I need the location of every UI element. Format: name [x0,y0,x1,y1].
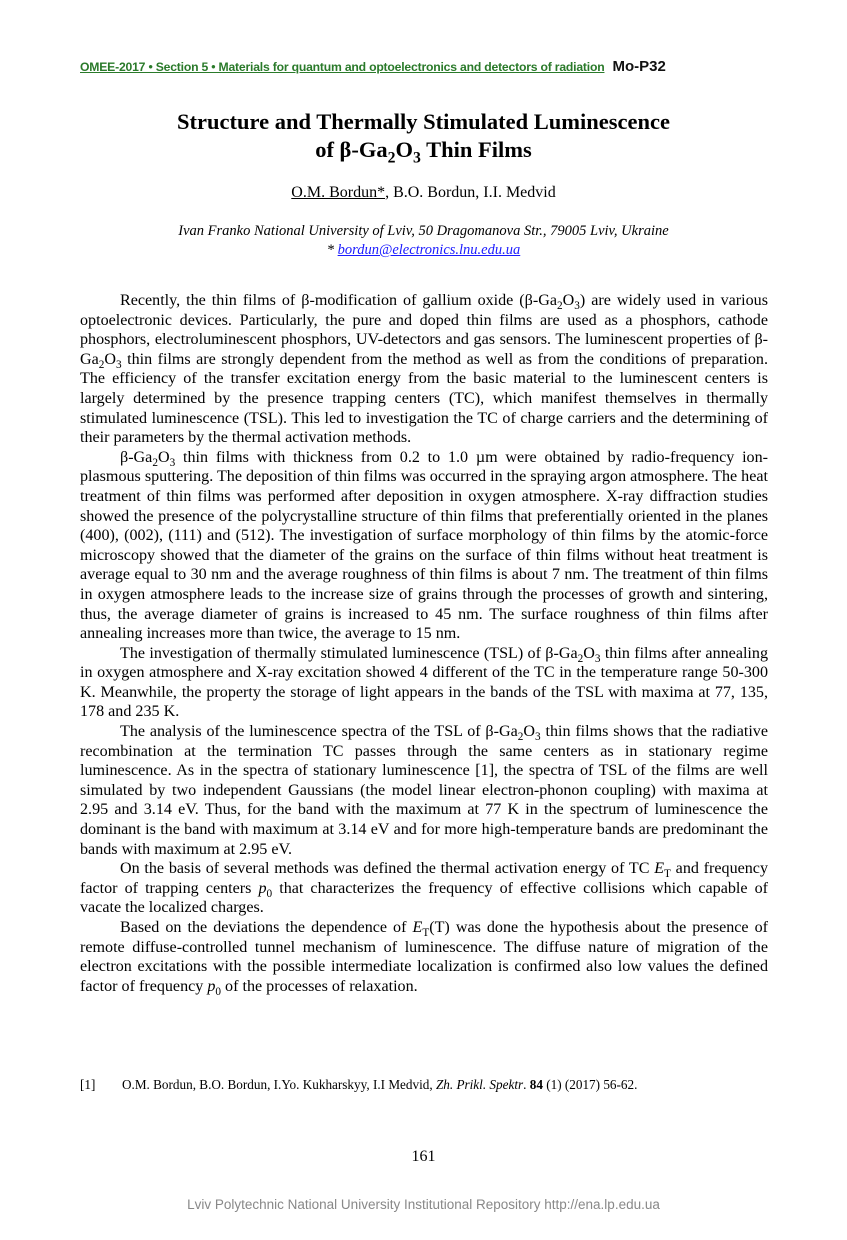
paragraph [80,448,768,644]
italic-text: p [207,977,216,995]
text-run: Recently, the thin films of β-modification of gallium oxide (β-Ga [120,292,557,309]
text-run: The investigation of thermally stimulated luminescence (TSL) of β-Ga [120,644,578,662]
text-run: Thin Films [420,137,532,162]
subscript: 2 [577,652,584,665]
text-run: (T) was done the hypothesis about the presence of remote diffuse-controlled tunnel mechanism of luminescence. The diffuse nature of migration of the electron excitations with the possible intermediate localization is confirmed also low values the defined factor of frequency [80,919,768,995]
email-prefix: * [326,242,338,258]
author-list [0,184,847,202]
paper-title [0,108,847,167]
subscript: 3 [413,149,421,167]
running-header [80,58,796,76]
text-run: ) are widely used in various optoelectronic devices. Particularly, the pure and doped thin films are used as a phosphors, cathode phosphors, electroluminescent phosphors, UV-detectors and gas sensors. The luminescent properties of β-Ga [80,292,768,368]
text-run: On the basis of several methods was defined the thermal activation energy of TC [120,860,655,878]
subscript: 0 [215,986,222,998]
subscript: 2 [98,359,105,371]
text-run: O [395,137,414,162]
subscript: 2 [387,149,396,167]
text-run: O [104,350,117,368]
subscript: 3 [116,359,122,371]
subscript: 2 [517,731,524,744]
text-run: of the processes of relaxation. [221,977,418,995]
text-run: thin films after annealing in oxygen atmosphere and X-ray excitation showed 4 different of the TC in the temperature range 50-300 K. Meanwhile, the property the storage of light appears in the bands of the TSL with maxima at 77, 135, 178 and 235 K. [80,644,768,721]
page-number: 161 [411,1148,436,1165]
paragraph [80,644,768,722]
reference-item [80,1077,780,1093]
text-run: β-Ga [120,448,153,466]
subscript: T [664,868,671,881]
text-run: thin films with thickness from 0.2 to 1.0 µm were obtained by radio-frequency ion-plasmous sputtering. The deposition of thin films was occurred in the spraying argon atmosphere. The heat treatment of thin films was performed after deposition in oxygen atmosphere. X-ray diffraction studies showed the presence of the polycrystalline structure of thin films that preferentially oriented in the planes (400), (002), (111) and (512). The investigation of surface morphology of thin films by the atomic-force microscopy showed that the diameter of the grains on the surface of thin films without heat treatment is average equal to 30 nm and the average roughness of thin films is about 7 nm. The treatment of thin films in oxygen atmosphere leads to the increase size of grains through the processes of growth and sintering, thus, the average diameter of grains is increased to 45 nm. The surface roughness of thin films after annealing increases more than twice, the average to 15 nm. [80,448,768,643]
title-line-1: Structure and Thermally Stimulated Luminescence [177,109,670,134]
subscript: 2 [556,300,563,313]
conference-line: OMEE-2017 • Section 5 • Materials for quantum and optoelectronics and detectors of radiation [80,60,605,74]
text-run: thin films are strongly dependent from the method as well as from the conditions of preparation. The efficiency of the transfer excitation energy from the basic material to the luminescent centers is largely determined by the presence trapping centers (TC), which manifest themselves in thermally stimulated luminescence (TSL). This led to investigation the TC of charge carriers and the determining of their parameters by the thermal activation methods. [80,350,768,447]
text-run: The analysis of the luminescence spectra of the TSL of β-Ga [120,723,518,741]
italic-text: E [654,860,665,878]
subscript: 2 [152,456,158,469]
text-run: . [523,1077,530,1092]
abstract-body [80,291,768,996]
text-run: O [583,644,595,662]
italic-text: E [412,919,423,936]
paragraph [80,722,768,859]
subscript: 3 [535,731,541,744]
paragraph [80,918,768,996]
text-run: O [523,723,536,741]
text-run: and frequency factor of trapping centers [80,860,769,897]
corresponding-author: O.M. Bordun* [291,184,386,201]
title-line-2 [0,136,847,167]
email-link[interactable]: bordun@electronics.lnu.edu.ua [337,242,521,258]
subscript: T [422,927,430,940]
subscript: 0 [266,888,273,901]
text-run: thin films shows that the radiative recombination at the termination TC passes through the same centers as in stationary regime luminescence. As in the spectra of stationary luminescence [1], the spectra of TSL of the films are well simulated by two independent Gaussians (the model linear electron-phonon coupling) with maxima at 2.95 and 3.14 eV. Thus, for the band with the maximum at 77 K in the spectrum of luminescence the dominant is the band with maximum at 3.14 eV and for more high-temperature bands are predominant the bands with maximum at 2.95 eV. [80,723,768,858]
paper-code: Mo-P32 [612,58,666,75]
text-run: Based on the deviations the dependence of [120,919,413,936]
repository-footer: Lviv Polytechnic National University Institutional Repository http://ena.lp.edu.ua [187,1197,660,1212]
text-run: of β-Ga [315,137,388,162]
text-run: that characterizes the frequency of effective collisions which capable of vacate the localized charges. [80,879,768,917]
paragraph [80,291,768,448]
subscript: 3 [594,652,601,665]
italic-text: p [258,879,267,897]
text-run: (1) (2017) 56-62. [542,1077,638,1092]
text-run: O [157,448,170,466]
italic-text: Zh. Prikl. Spektr [435,1077,524,1092]
co-authors: , B.O. Bordun, I.I. Medvid [385,184,556,201]
paragraph [80,859,768,918]
affiliation-block [0,222,847,260]
affiliation: Ivan Franko National University of Lviv, 50 Dragomanova Str., 79005 Lviv, Ukraine [178,223,669,239]
reference-text [122,1077,637,1092]
text-run: O [562,292,575,309]
text-run: O.M. Bordun, B.O. Bordun, I.Yo. Kukharskyy, I.I Medvid, [122,1077,436,1092]
bold-text: 84 [529,1077,543,1092]
subscript: 3 [574,300,580,313]
reference-number: [1] [80,1077,96,1092]
subscript: 3 [169,456,176,469]
